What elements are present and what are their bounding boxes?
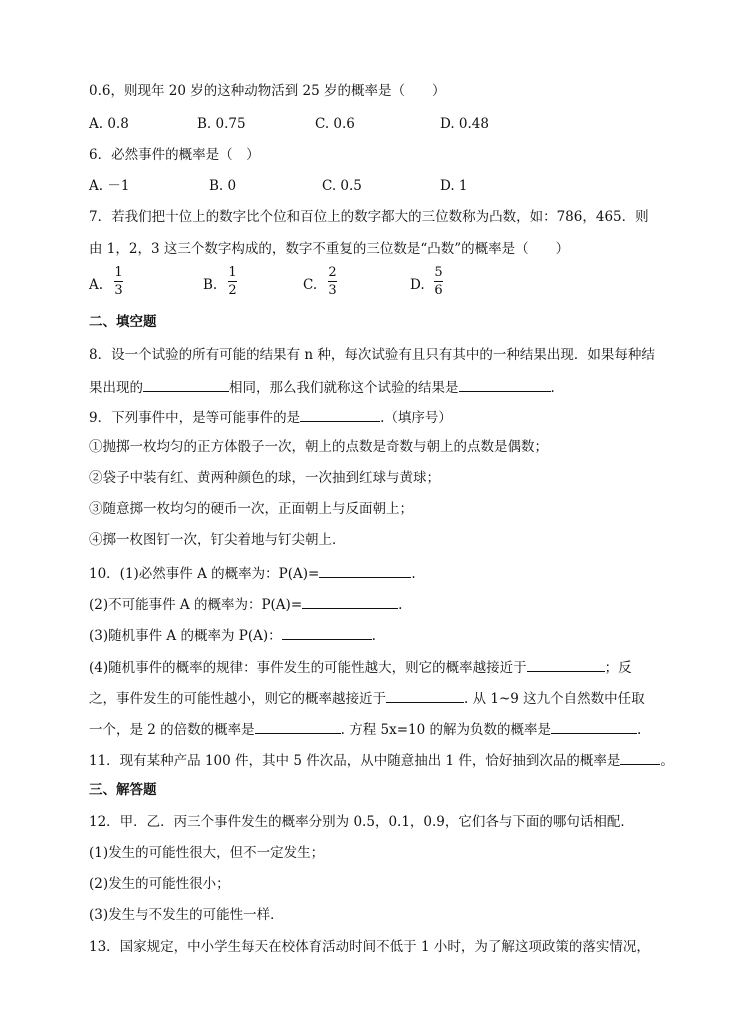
q10-5-text: 之，事件发生的可能性越小，则它的概率越接近于 <box>89 691 386 707</box>
q9-item-1: ①抛掷一枚均匀的正方体骰子一次，朝上的点数是奇数与朝上的点数是偶数； <box>89 439 548 455</box>
q6-option-b: B. 0 <box>209 178 237 194</box>
q12-item-3: (3)发生与不发生的可能性一样． <box>89 907 284 923</box>
q11-blank[interactable] <box>620 750 660 765</box>
q9-text-a: 9．下列事件中，是等可能事件的是 <box>89 410 301 426</box>
q6-option-a: A. －1 <box>89 178 130 194</box>
q6-option-c: C. 0.5 <box>322 178 362 194</box>
q10-2-blank[interactable] <box>302 594 398 609</box>
q12-item-1: (1)发生的可能性很大，但不一定发生； <box>89 845 325 861</box>
q7-line1: 7．若我们把十位上的数字比个位和百位上的数字都大的三位数称为凸数，如：786，465．则 <box>89 209 649 225</box>
q7-option-b-label: B. <box>203 277 218 293</box>
q10-5-blank[interactable] <box>386 688 464 703</box>
q10-4-text-b: ；反 <box>604 660 632 676</box>
q10-6-text-b: . 方程 5x=10 的解为负数的概率是 <box>340 722 552 738</box>
q8-blank-2[interactable] <box>459 377 551 392</box>
q10-part3 <box>89 625 376 645</box>
q10-6-dot: . <box>637 722 642 738</box>
q10-part1 <box>89 563 416 583</box>
q7-option-a-label: A. <box>89 277 104 293</box>
q7-line2: 由 1，2，3 这三个数字构成的，数字不重复的三位数是“凸数”的概率是（ ） <box>89 241 570 257</box>
q10-3-blank[interactable] <box>282 625 372 640</box>
q7-option-a-fraction <box>114 265 123 298</box>
q11-end: 。 <box>660 753 674 769</box>
fraction-numerator: 1 <box>228 265 237 280</box>
q10-1-blank[interactable] <box>319 563 411 578</box>
q10-4-text: (4)随机事件的概率的规律：事件发生的可能性越大，则它的概率越接近于 <box>89 660 527 676</box>
q10-2-text: (2)不可能事件 A 的概率为：P(A)= <box>89 597 303 613</box>
q8-line1: 8．设一个试验的所有可能的结果有 n 种，每次试验有且只有其中的一种结果出现．如果每种结 <box>89 347 655 363</box>
q7-option-b-fraction <box>228 265 237 298</box>
q10-6-blank-2[interactable] <box>551 719 637 734</box>
q13-question: 13．国家规定，中小学生每天在校体育活动时间不低于 1 小时，为了解这项政策的落实情况， <box>89 939 650 955</box>
q10-2-dot: . <box>398 597 403 613</box>
q9-item-2: ②袋子中装有红、黄两种颜色的球，一次抽到红球与黄球； <box>89 470 440 486</box>
q10-6-blank-1[interactable] <box>255 719 341 734</box>
q8-line2 <box>89 377 555 397</box>
q10-3-text: (3)随机事件 A 的概率为 P(A)： <box>89 628 282 644</box>
q8-text-c: . <box>550 380 555 396</box>
q10-part6 <box>89 719 641 739</box>
q10-part2 <box>89 594 402 614</box>
q12-item-2: (2)发生的可能性很小； <box>89 876 230 892</box>
q8-text-b: 相同，那么我们就称这个试验的结果是 <box>229 380 459 396</box>
section-answer-title: 三、解答题 <box>89 782 157 798</box>
q7-option-c-fraction <box>328 265 337 298</box>
q12-question: 12．甲．乙．丙三个事件发生的概率分别为 0.5，0.1，0.9，它们各与下面的哪句话相配． <box>89 814 634 830</box>
q11-text: 11．现有某种产品 100 件，其中 5 件次品，从中随意抽出 1 件，恰好抽到次品的概率是 <box>89 753 621 769</box>
q7-option-c-label: C. <box>303 277 318 293</box>
q10-part4 <box>89 657 632 677</box>
q10-5-text-b: . 从 1~9 这九个自然数中任取 <box>464 691 645 707</box>
section-fill-in-title: 二、填空题 <box>89 314 157 330</box>
q5-option-b: B. 0.75 <box>197 116 246 132</box>
q5-option-a: A. 0.8 <box>89 116 129 132</box>
fraction-denominator: 3 <box>328 283 337 298</box>
fraction-denominator: 3 <box>114 283 123 298</box>
q10-4-blank[interactable] <box>527 657 605 672</box>
q10-6-text: 一个，是 2 的倍数的概率是 <box>89 722 255 738</box>
q11-question <box>89 750 674 770</box>
q10-part5 <box>89 688 645 708</box>
q9-question <box>89 407 452 427</box>
q8-text-a: 果出现的 <box>89 380 143 396</box>
fraction-denominator: 2 <box>228 283 237 298</box>
q9-item-4: ④掷一枚图钉一次，钉尖着地与钉尖朝上． <box>89 532 346 548</box>
q7-option-d-label: D. <box>410 277 425 293</box>
q5-tail: 0.6，则现年 20 岁的这种动物活到 25 岁的概率是（ ） <box>89 83 446 99</box>
fraction-numerator: 1 <box>114 265 123 280</box>
fraction-numerator: 5 <box>434 265 443 280</box>
q8-blank-1[interactable] <box>143 377 229 392</box>
fraction-denominator: 6 <box>434 283 443 298</box>
q10-3-dot: . <box>371 628 376 644</box>
fraction-numerator: 2 <box>328 265 337 280</box>
q7-option-d-fraction <box>434 265 443 298</box>
q10-1-dot: . <box>411 566 416 582</box>
q9-text-b: .（填序号） <box>380 410 452 426</box>
q9-item-3: ③随意掷一枚均匀的硬币一次，正面朝上与反面朝上； <box>89 501 413 517</box>
q10-1-text: 10．(1)必然事件 A 的概率为：P(A)= <box>89 566 320 582</box>
q5-option-d: D. 0.48 <box>440 116 489 132</box>
q9-blank[interactable] <box>300 407 380 422</box>
q5-option-c: C. 0.6 <box>315 116 355 132</box>
q6-option-d: D. 1 <box>440 178 468 194</box>
q6-question: 6．必然事件的概率是（ ） <box>89 147 260 163</box>
